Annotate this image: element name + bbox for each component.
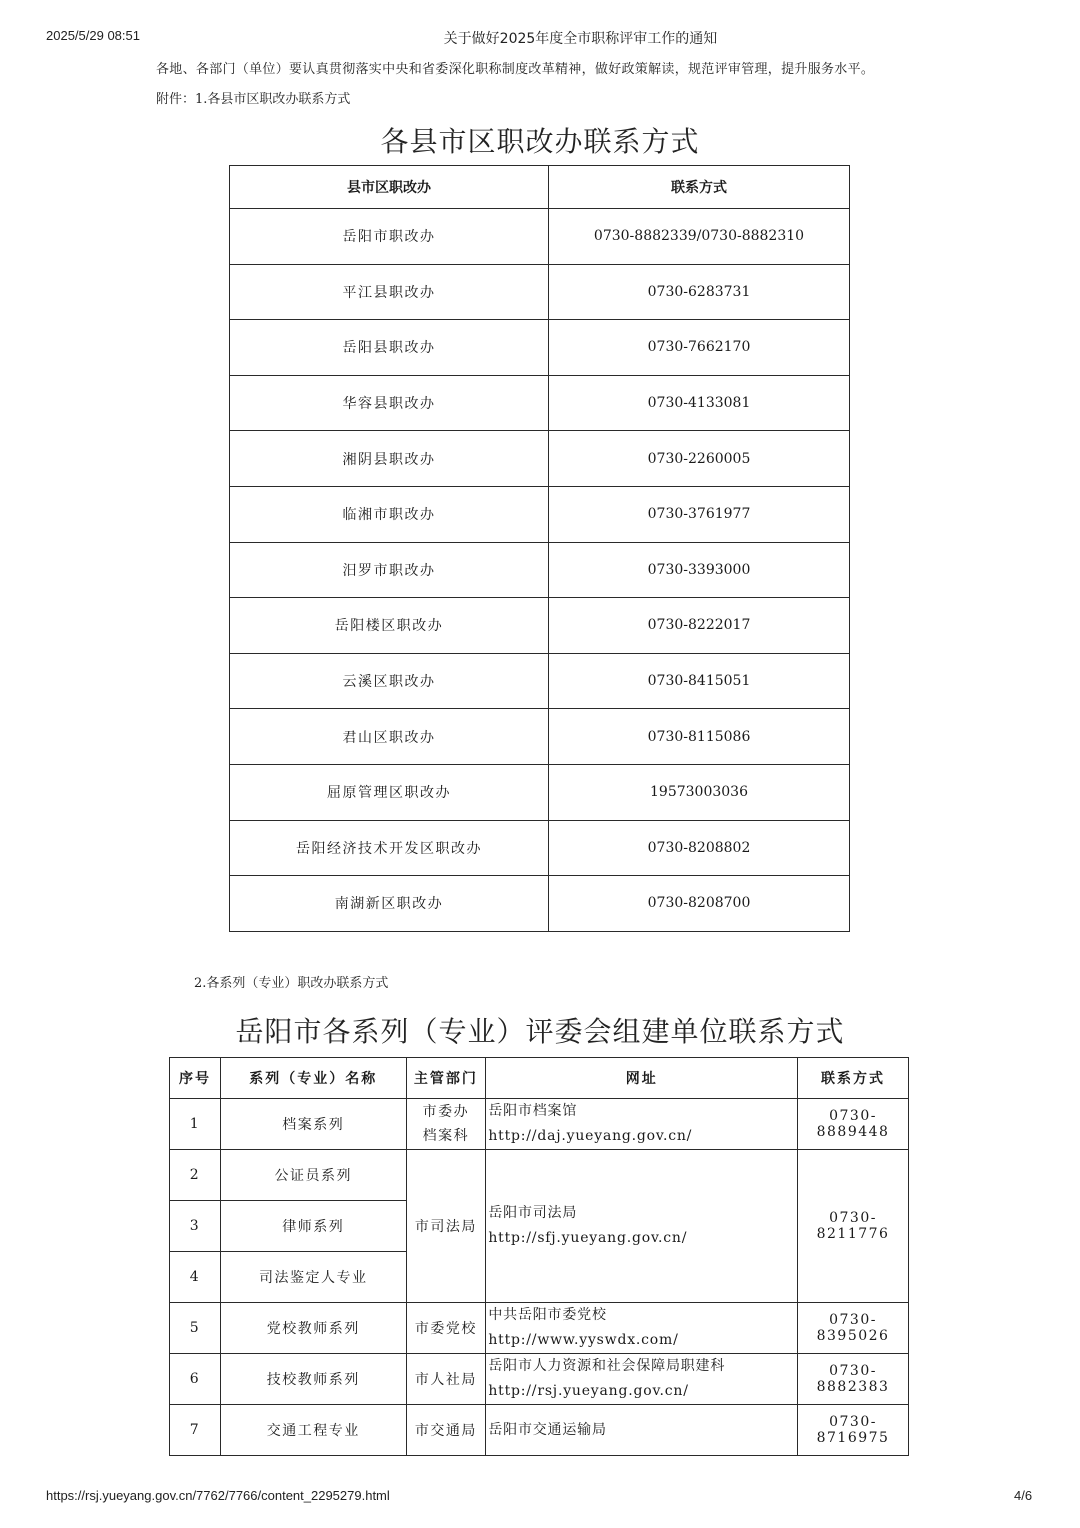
table-row [170, 1303, 909, 1354]
office-phone: 0730-3393000 [549, 542, 850, 598]
table-row [230, 820, 850, 876]
website-cell [486, 1354, 798, 1405]
table-row [230, 542, 850, 598]
dept-cell: 市人社局 [406, 1354, 486, 1405]
intro-paragraph: 各地、各部门（单位）要认真贯彻落实中央和省委深化职称制度改革精神，做好政策解读，规范评审管理，提升服务水平。 [156, 62, 875, 77]
county-contacts-table [229, 165, 850, 932]
table1-header-row [230, 166, 850, 209]
table-row [230, 486, 850, 542]
office-phone: 19573003036 [549, 764, 850, 820]
row-no: 2 [170, 1150, 221, 1201]
table1-header-office: 县市区职改办 [230, 166, 549, 209]
series-name: 党校教师系列 [220, 1303, 406, 1354]
dept-cell: 市交通局 [406, 1405, 486, 1456]
contact-phone: 0730-8716975 [798, 1405, 909, 1456]
office-name: 云溪区职改办 [230, 653, 549, 709]
series-contacts-table [169, 1057, 909, 1456]
footer-page-number: 4/6 [1014, 1488, 1033, 1503]
office-phone: 0730-6283731 [549, 264, 850, 320]
table2-header-contact: 联系方式 [798, 1058, 909, 1099]
website-link[interactable]: http://www.yyswdx.com/ [488, 1332, 679, 1348]
table-row [230, 876, 850, 932]
office-name: 南湖新区职改办 [230, 876, 549, 932]
dept-line: 市委办 [422, 1104, 470, 1120]
page-title: 关于做好2025年度全市职称评审工作的通知 [443, 31, 718, 47]
row-no: 1 [170, 1099, 221, 1150]
table-row [230, 375, 850, 431]
table2-header-series: 系列（专业）名称 [220, 1058, 406, 1099]
office-name: 临湘市职改办 [230, 486, 549, 542]
office-name: 岳阳经济技术开发区职改办 [230, 820, 549, 876]
table-row [230, 264, 850, 320]
website-cell [486, 1150, 798, 1303]
contact-phone: 0730-8395026 [798, 1303, 909, 1354]
series-name: 档案系列 [220, 1099, 406, 1150]
table-row [170, 1405, 909, 1456]
office-phone: 0730-8222017 [549, 598, 850, 654]
row-no: 6 [170, 1354, 221, 1405]
footer-url[interactable]: https://rsj.yueyang.gov.cn/7762/7766/content_2295279.html [46, 1488, 390, 1503]
website-link[interactable]: http://sfj.yueyang.gov.cn/ [488, 1230, 688, 1246]
table-row [170, 1354, 909, 1405]
office-phone: 0730-7662170 [549, 320, 850, 376]
contact-phone: 0730-8882383 [798, 1354, 909, 1405]
unit-name: 中共岳阳市委党校 [488, 1307, 607, 1323]
office-name: 岳阳县职改办 [230, 320, 549, 376]
office-phone: 0730-8208802 [549, 820, 850, 876]
website-cell [486, 1405, 798, 1456]
print-datetime: 2025/5/29 08:51 [46, 28, 140, 43]
table-row [230, 764, 850, 820]
website-link[interactable]: http://daj.yueyang.gov.cn/ [488, 1128, 693, 1144]
office-phone: 0730-3761977 [549, 486, 850, 542]
office-phone: 0730-8882339/0730-8882310 [549, 209, 850, 265]
dept-cell: 市委党校 [406, 1303, 486, 1354]
office-phone: 0730-8208700 [549, 876, 850, 932]
contact-phone: 0730-8889448 [798, 1099, 909, 1150]
row-no: 7 [170, 1405, 221, 1456]
table-row [230, 709, 850, 765]
unit-name: 岳阳市人力资源和社会保障局职建科 [488, 1358, 726, 1374]
office-name: 华容县职改办 [230, 375, 549, 431]
table-row [230, 431, 850, 487]
table2-header-no: 序号 [170, 1058, 221, 1099]
table2-header-dept: 主管部门 [406, 1058, 486, 1099]
website-link[interactable]: http://rsj.yueyang.gov.cn/ [488, 1383, 689, 1399]
office-name: 平江县职改办 [230, 264, 549, 320]
office-phone: 0730-2260005 [549, 431, 850, 487]
dept-line: 档案科 [422, 1128, 470, 1144]
office-phone: 0730-4133081 [549, 375, 850, 431]
office-phone: 0730-8115086 [549, 709, 850, 765]
row-no: 5 [170, 1303, 221, 1354]
office-name: 岳阳楼区职改办 [230, 598, 549, 654]
office-phone: 0730-8415051 [549, 653, 850, 709]
table-row [230, 598, 850, 654]
office-name: 岳阳市职改办 [230, 209, 549, 265]
office-name: 屈原管理区职改办 [230, 764, 549, 820]
row-no: 3 [170, 1201, 221, 1252]
table-row [230, 320, 850, 376]
dept-cell [406, 1099, 486, 1150]
table1-title: 各县市区职改办联系方式 [380, 125, 700, 158]
series-name: 公证员系列 [220, 1150, 406, 1201]
row-no: 4 [170, 1252, 221, 1303]
series-name: 技校教师系列 [220, 1354, 406, 1405]
series-name: 司法鉴定人专业 [220, 1252, 406, 1303]
office-name: 汨罗市职改办 [230, 542, 549, 598]
table-row [170, 1099, 909, 1150]
attachment-2-label: 2.各系列（专业）职改办联系方式 [194, 976, 389, 991]
attachment-1-label: 附件：1.各县市区职改办联系方式 [156, 92, 351, 107]
website-cell [486, 1303, 798, 1354]
office-name: 湘阴县职改办 [230, 431, 549, 487]
unit-name: 岳阳市交通运输局 [488, 1421, 607, 1438]
series-name: 律师系列 [220, 1201, 406, 1252]
dept-cell: 市司法局 [406, 1150, 486, 1303]
table-row [230, 653, 850, 709]
unit-name: 岳阳市档案馆 [488, 1103, 578, 1119]
unit-name: 岳阳市司法局 [488, 1205, 578, 1221]
table1-header-contact: 联系方式 [549, 166, 850, 209]
table2-header-website: 网址 [486, 1058, 798, 1099]
table-row [230, 209, 850, 265]
office-name: 君山区职改办 [230, 709, 549, 765]
table-row [170, 1150, 909, 1201]
table2-header-row [170, 1058, 909, 1099]
contact-phone: 0730-8211776 [798, 1150, 909, 1303]
series-name: 交通工程专业 [220, 1405, 406, 1456]
website-cell [486, 1099, 798, 1150]
table2-title: 岳阳市各系列（专业）评委会组建单位联系方式 [235, 1015, 845, 1048]
